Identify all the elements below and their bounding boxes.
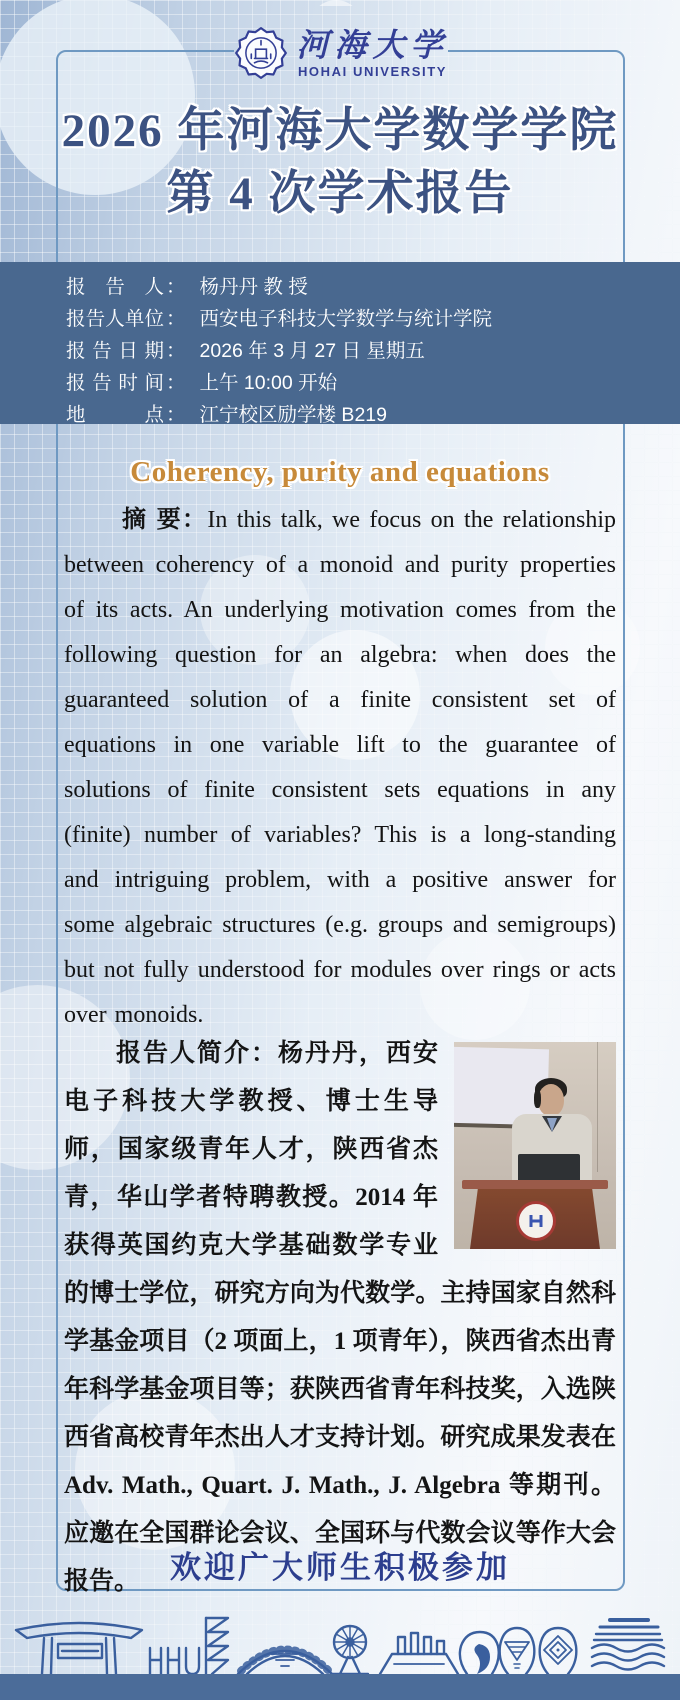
info-label: 报告时间: [66, 372, 164, 394]
info-colon: ：: [166, 404, 186, 426]
speaker-figure: [454, 1042, 616, 1249]
info-colon: ：: [166, 276, 186, 298]
bio-paragraph: [64, 1030, 616, 1606]
info-label: 报告人: [66, 276, 164, 298]
bio-label: 报告人简介：: [116, 1040, 278, 1067]
info-label: 地点: [66, 404, 164, 426]
diamond-drop-icon: [540, 1628, 577, 1674]
info-colon: ：: [166, 308, 186, 330]
hhu-letters-icon: [150, 1648, 199, 1674]
university-name-en: HOHAI UNIVERSITY: [297, 63, 448, 79]
wave-building-icon: [592, 1620, 664, 1670]
info-label: 报告人单位: [66, 308, 164, 330]
bio-text: 杨丹丹，西安电子科技大学教授、博士生导师，国家级青年人才，陕西省杰青，华山学者特聘教授。2014 年获得英国约克大学基础数学专业的博士学位，研究方向为代数学。主持国家自然科学基金项目（2 项面上，1 项青年），陕西省杰出青年科学基金项目等；获陕西省青年科技奖，入选陕西省高校青年杰出人才支持计划。研究成果发表在 Adv. Math., Quart. J. Math., J. Algebra 等期刊。应邀在全国群论会议、全国环与代数会议等作大会报告。: [64, 1040, 616, 1595]
poster-title-line1: 2026 年河海大学数学学院: [61, 105, 619, 157]
abstract-text: In this talk, we focus on the relationship between coherency of a monoid and purity properties of its acts. An underlying motivation comes from the following question for an algebra: when does the guaranteed solution of a finite consistent set of equations in one variable lift to the guarantee of solutions of finite consistent sets equations in any (finite) number of variables? This is a long-standing and intriguing problem, with a positive answer for some algebraic structures (e.g. groups and semigroups) but not fully understood for modules over rings or acts over monoids.: [64, 507, 616, 1028]
seminar-time: 上午 10:00 开始: [199, 372, 338, 394]
bottom-band: [0, 1674, 680, 1700]
podium-top: [462, 1180, 608, 1189]
info-row-location: [66, 399, 680, 431]
info-label: 报告日期: [66, 340, 164, 362]
info-row-time: [66, 367, 680, 399]
info-row-date: [66, 335, 680, 367]
talk-title: Coherency, purity and equations: [130, 456, 550, 488]
seminar-date: 2026 年 3 月 27 日 星期五: [199, 340, 425, 362]
school-gate-icon: [16, 1623, 142, 1674]
dam-with-chimneys-icon: [380, 1633, 458, 1674]
university-seal-icon: [234, 26, 288, 80]
whirlpool-drop-icon: [500, 1628, 535, 1674]
zigzag-tower-icon: [206, 1618, 228, 1674]
info-row-speaker: [66, 271, 680, 303]
university-logo: [234, 6, 448, 100]
podium-emblem: [516, 1201, 556, 1241]
welcome-line: 欢迎广大师生积极参加: [170, 1550, 510, 1585]
abstract-label: 摘 要：: [122, 507, 208, 533]
speaker-name: 杨丹丹 教 授: [199, 276, 308, 298]
seminar-info-panel: [0, 262, 680, 424]
university-name-zh: 河海大学: [296, 26, 449, 63]
water-turbine-wheel-icon: [332, 1626, 368, 1674]
abstract-paragraph: [64, 498, 616, 1038]
info-row-affiliation: [66, 303, 680, 335]
poster-title-line2: 第 4 次学术报告: [166, 168, 514, 220]
speaker-photo: [454, 1042, 616, 1249]
water-drop-icon: [460, 1632, 499, 1674]
info-colon: ：: [166, 372, 186, 394]
university-name-block: [297, 27, 449, 80]
campus-skyline: [0, 1590, 680, 1675]
podium: [470, 1189, 600, 1249]
speaker-head: [538, 1084, 564, 1116]
poster-title: [0, 100, 680, 226]
speaker-hair-side: [534, 1090, 541, 1108]
info-colon: ：: [166, 340, 186, 362]
seminar-location: 江宁校区励学楼 B219: [199, 404, 387, 426]
speaker-affiliation: 西安电子科技大学数学与统计学院: [199, 308, 493, 330]
arch-bridge-icon: [238, 1650, 332, 1675]
